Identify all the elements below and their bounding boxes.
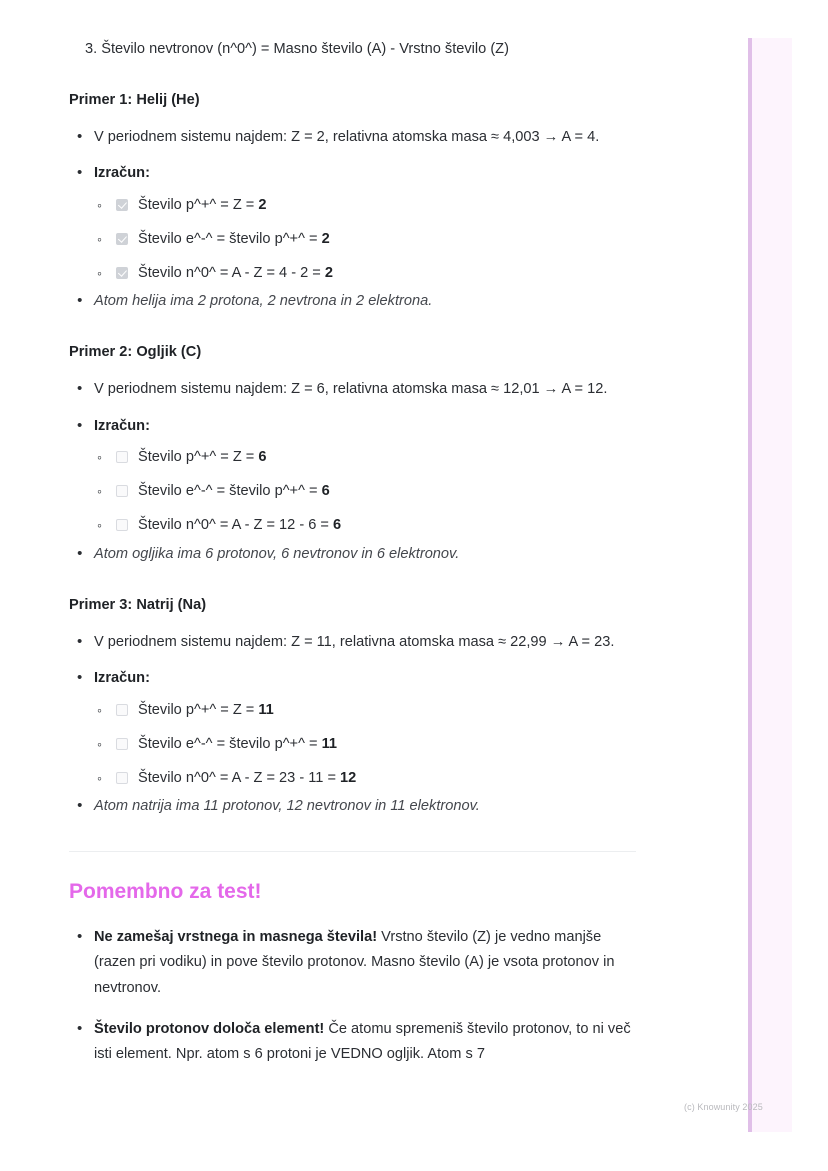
checkbox-unchecked-icon[interactable] [116,485,128,497]
periodic-lookup-text-1: V periodnem sistemu najdem: Z = 2, relativna atomska masa ≈ 4,003 → A = 4. [94,128,600,145]
example-list-3 [69,631,636,820]
calc-item[interactable] [94,229,636,251]
calc-item-text: ◦ Število n^0^ = A - Z = 4 - 2 = 2 [138,264,334,281]
example-heading-2: Primer 2: Ogljik (C) [69,344,202,361]
calc-item[interactable] [94,481,636,503]
calc-label-1: Izračun: [94,165,150,182]
example-summary-1: • Atom helija ima 2 protona, 2 nevtrona in 2 elektrona. [69,290,636,314]
periodic-lookup-1 [69,126,636,150]
example-heading-1: Primer 1: Helij (He) [69,91,200,108]
checkbox-unchecked-icon[interactable] [116,519,128,531]
section-divider [69,851,636,852]
checkbox-checked-icon[interactable] [116,267,128,279]
checkbox-unchecked-icon[interactable] [116,704,128,716]
calc-item[interactable] [94,734,636,756]
periodic-lookup-2 [69,378,636,402]
important-points-list [69,925,636,1066]
calc-item[interactable] [94,515,636,537]
checkbox-checked-icon[interactable] [116,233,128,245]
calc-item-text: ◦ Število e^-^ = število p^+^ = 11 [138,735,337,752]
calc-label-2: Izračun: [94,417,150,434]
calc-list-1 [94,195,636,285]
checkbox-checked-icon[interactable] [116,199,128,211]
copyright-watermark: (c) Knowunity 2025 [684,1102,763,1112]
calc-item-text: ◦ Število p^+^ = Z = 11 [138,701,274,718]
calc-item-text: ◦ Število n^0^ = A - Z = 23 - 11 = 12 [138,769,357,786]
important-point-lead: Število protonov določa element! [94,1020,325,1037]
calc-label-3: Izračun: [94,670,150,687]
important-point-body: Vrstno število (Z) je vedno manjše (razen pri vodiku) in pove število protonov. Masno število (A) je vsota protonov in nevtronov. [94,929,615,996]
calc-item-text: ◦ Število e^-^ = število p^+^ = 2 [138,230,330,247]
calc-block-2 [69,415,636,537]
calc-item-text: ◦ Število e^-^ = število p^+^ = 6 [138,483,330,500]
calc-item-text: ◦ Število p^+^ = Z = 6 [138,449,267,466]
important-point-body: Če atomu spremeniš število protonov, to ni več isti element. Npr. atom s 6 protoni je VEDNO ogljik. Atom s 7 [94,1020,631,1062]
periodic-lookup-3 [69,631,636,655]
periodic-lookup-text-3: V periodnem sistemu najdem: Z = 11, relativna atomska masa ≈ 22,99 → A = 23. [94,633,615,650]
important-point [69,1017,636,1067]
important-point-lead: Ne zamešaj vrstnega in masnega števila! [94,929,378,946]
calc-item[interactable] [94,700,636,722]
numbered-formula-line: 3. Število nevtronov (n^0^) = Masno število (A) - Vrstno število (Z) [85,41,509,57]
calc-item[interactable] [94,447,636,469]
example-list-2 [69,378,636,567]
checkbox-unchecked-icon[interactable] [116,738,128,750]
calc-list-2 [94,447,636,537]
calc-list-3 [94,700,636,790]
document-content [69,38,636,1083]
example-list-1 [69,126,636,315]
periodic-lookup-text-2: V periodnem sistemu najdem: Z = 6, relativna atomska masa ≈ 12,01 → A = 12. [94,381,608,398]
calc-item[interactable] [94,768,636,790]
calc-item-text: ◦ Število n^0^ = A - Z = 12 - 6 = 6 [138,517,342,534]
example-heading-3: Primer 3: Natrij (Na) [69,596,207,613]
important-point [69,925,636,1000]
calc-item-text: ◦ Število p^+^ = Z = 2 [138,196,267,213]
calc-item[interactable] [94,263,636,285]
example-summary-3: • Atom natrija ima 11 protonov, 12 nevtronov in 11 elektronov. [69,795,636,819]
checkbox-unchecked-icon[interactable] [116,772,128,784]
example-summary-2: • Atom ogljika ima 6 protonov, 6 nevtronov in 6 elektronov. [69,543,636,567]
checkbox-unchecked-icon[interactable] [116,451,128,463]
calc-item[interactable] [94,195,636,217]
calc-block-3 [69,667,636,789]
important-section-title: Pomembno za test! [69,880,262,904]
calc-block-1 [69,162,636,284]
